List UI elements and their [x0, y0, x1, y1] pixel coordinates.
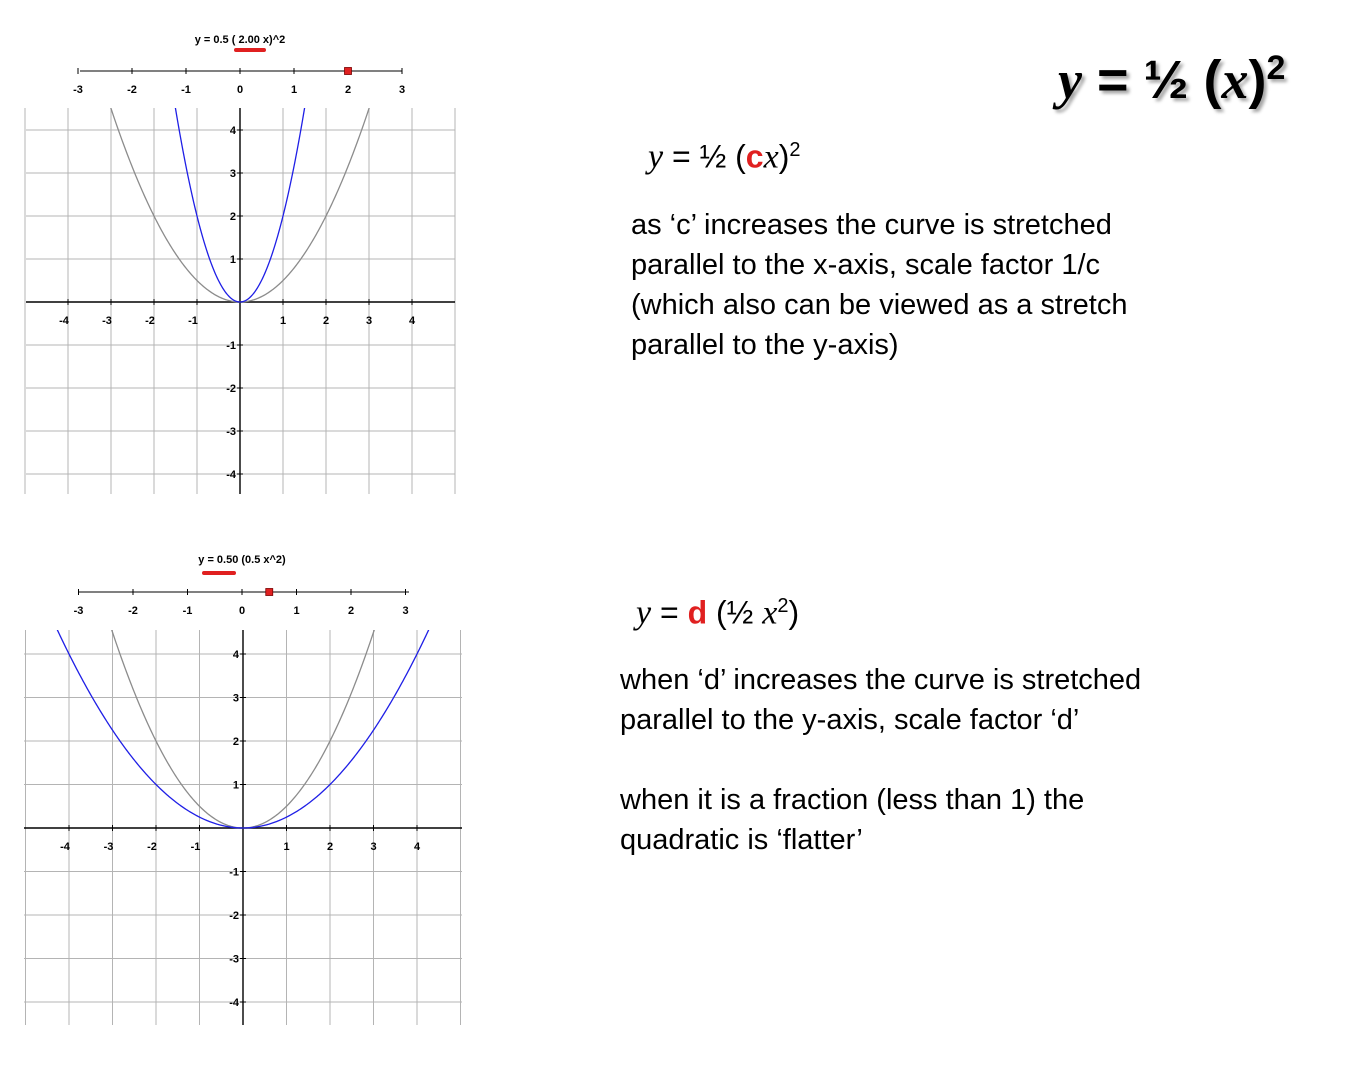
x-tick-label: 3 — [370, 841, 377, 853]
formula-c-close: ) — [778, 138, 790, 175]
x-tick-label: -1 — [188, 315, 198, 327]
slider-tick-label: 2 — [344, 84, 352, 96]
slider-handle — [266, 589, 273, 596]
x-tick-label: 1 — [279, 315, 287, 327]
formula-c-equals: = ½ ( — [663, 138, 746, 175]
y-tick-label: 2 — [229, 211, 236, 223]
x-tick-label: 4 — [413, 841, 421, 853]
parameter-slider — [73, 34, 405, 96]
slider-tick-label: 0 — [238, 605, 246, 617]
slider-tick-label: 1 — [293, 605, 300, 617]
formula-d-equals: = — [651, 594, 688, 631]
description-c: as ‘c’ increases the curve is stretched parallel to the x-axis, scale factor 1/c (which also can be viewed as a stretch parallel to the y-axis) — [631, 209, 1128, 361]
y-tick-label: 2 — [232, 736, 239, 748]
y-tick-label: -2 — [229, 910, 239, 922]
formula-d-close: ) — [788, 594, 800, 631]
title-exponent: 2 — [1266, 49, 1286, 87]
slider-label: y = 0.5 ( 2.00 x)^2 — [194, 34, 286, 46]
formula-d-open: (½ — [707, 594, 763, 631]
slider-tick-label: -3 — [73, 605, 84, 617]
title-equals: = ½ ( — [1081, 50, 1222, 110]
y-tick-label: 1 — [232, 779, 239, 792]
formula-c-parameter: c — [745, 138, 764, 175]
y-tick-label: -4 — [226, 469, 236, 481]
formula-d — [636, 587, 799, 633]
slider-tick-label: 3 — [402, 605, 409, 617]
y-tick-label: 3 — [232, 692, 239, 705]
x-tick-label: -1 — [190, 841, 201, 853]
y-tick-label: 4 — [232, 649, 239, 661]
parameter-slider — [74, 554, 409, 617]
graph-c-stretch — [25, 0, 455, 494]
x-tick-label: -3 — [103, 841, 114, 853]
x-tick-label: -2 — [147, 841, 157, 853]
y-tick-label: 1 — [229, 254, 236, 266]
slider-tick-label: -1 — [181, 84, 191, 96]
description-d: when ‘d’ increases the curve is stretched parallel to the y-axis, scale factor ‘d’ when it is a fraction (less than 1) the quadratic is ‘flatter’ — [620, 664, 1142, 856]
formula-d-parameter: d — [687, 594, 708, 631]
y-tick-label: -3 — [226, 426, 236, 438]
formula-d-exponent: 2 — [777, 595, 789, 617]
y-tick-label: 3 — [229, 168, 236, 180]
formula-d-y: y — [636, 594, 652, 632]
slider-tick-label: 0 — [236, 84, 244, 96]
y-tick-label: 4 — [229, 125, 236, 137]
slider-tick-label: -3 — [73, 84, 83, 96]
x-tick-label: 3 — [365, 315, 373, 327]
y-tick-label: -2 — [226, 383, 236, 395]
formula-d-x: x — [762, 594, 778, 632]
x-tick-label: -2 — [145, 315, 155, 327]
formula-c-x: x — [763, 138, 779, 176]
x-tick-label: -3 — [102, 315, 112, 327]
x-tick-label: 1 — [283, 841, 290, 853]
slider-label: y = 0.50 (0.5 x^2) — [198, 554, 286, 566]
slider-tick-label: 3 — [398, 84, 406, 96]
y-tick-label: -1 — [229, 866, 239, 879]
slider-tick-label: -2 — [128, 605, 138, 617]
formula-c-y: y — [648, 138, 664, 176]
x-tick-label: 2 — [326, 841, 334, 853]
slider-tick-label: 2 — [347, 605, 355, 617]
slider-tick-label: -1 — [182, 605, 193, 617]
slider-tick-label: -2 — [127, 84, 137, 96]
title-y: y — [1058, 50, 1082, 110]
formula-c — [648, 131, 800, 177]
title-close: ) — [1248, 50, 1267, 110]
slider-handle — [345, 68, 352, 75]
y-tick-label: -3 — [229, 953, 239, 966]
x-tick-label: -4 — [60, 841, 70, 853]
x-tick-label: -4 — [59, 315, 69, 327]
y-tick-label: -4 — [229, 997, 239, 1009]
graph-d-stretch — [24, 284, 462, 1025]
x-tick-label: 4 — [408, 315, 416, 327]
title-x: x — [1221, 50, 1249, 110]
slider-tick-label: 1 — [290, 84, 298, 96]
y-tick-label: -1 — [226, 340, 236, 352]
x-tick-label: 2 — [322, 315, 330, 327]
main-title — [1058, 36, 1285, 112]
formula-c-exponent: 2 — [789, 139, 801, 161]
